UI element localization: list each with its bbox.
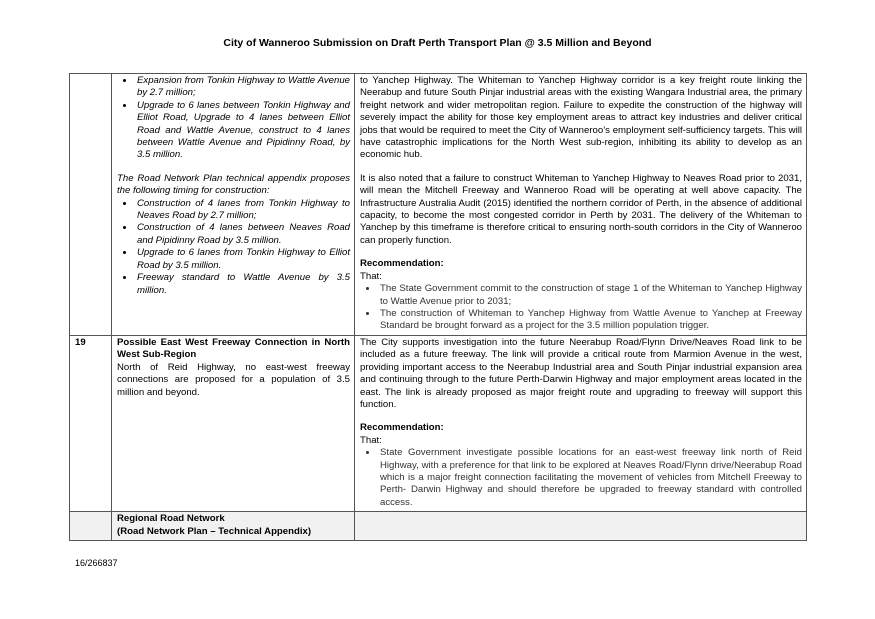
comment-cell (355, 74, 807, 336)
list-item: • The construction of Whiteman to Yanchep Highway from Wattle Avenue to Yanchep at Freeway Standard be brought forward as a project for the 3.5 million population trigger. (378, 308, 802, 333)
recommendation-heading: Recommendation: (360, 258, 444, 270)
recommendation-intro: That: (360, 434, 382, 446)
list-item: • State Government investigate possible locations for an east-west freeway link north of Reid Highway, with a preference for that link to be explored at Neaves Road/Flynn drive/Neerabup Road which is a major freight connection facilitating the movement of vehicles from Mitchell Freeway to Perth- Darwin Highway and should therefore be upgraded to freeway standard with controlled access. (378, 447, 802, 509)
table-row (70, 512, 807, 541)
paragraph: North of Reid Highway, no east-west freeway connections are proposed for a population of 3.5 million and beyond. (117, 361, 350, 398)
issue-cell (112, 336, 355, 512)
comment-cell (355, 512, 807, 541)
paragraph: The City supports investigation into the future Neerabup Road/Flynn Drive/Neaves Road link to be included as a future freeway. The link will provide a critical route from Marmion Avenue in the west, providing important access to the Neerabup Industrial area and South Pinjar industrial expansion area and continuing through to the future Perth-Darwin Highway and major employment areas located in the east. The link is already proposed as major freight route and upgrading to freeway will support this function. (360, 337, 802, 411)
list-item: • Upgrade to 6 lanes from Tonkin Highway to Elliot Road by 3.5 million. (135, 247, 350, 272)
item-number-cell (70, 74, 112, 336)
section-heading-cell (112, 512, 355, 541)
paragraph: It is also noted that a failure to construct Whiteman to Yanchep Highway to Neaves Road prior to 2031, will mean the Mitchell Freeway and Wanneroo Road will be operating at well above capacity. The Infrastructure Australia Audit (2015) identified the northern corridor of Perth, in the absence of additional capacity, to become the most congested corridor in Perth by 2031. The delivery of the Whiteman to Yanchep by this timeframe is therefore critical to ensuring north-south corridors in the City of Wanneroo can properly function. (360, 172, 802, 246)
table-row (70, 74, 807, 336)
bullet-list (117, 198, 350, 297)
comment-cell (355, 336, 807, 512)
paragraph: The Road Network Plan technical appendix proposes the following timing for construction: (117, 172, 350, 197)
section-heading: Regional Road Network (117, 513, 225, 525)
table-row (70, 336, 807, 512)
document-title: City of Wanneroo Submission on Draft Perth Transport Plan @ 3.5 Million and Beyond (223, 37, 652, 49)
paragraph: to Yanchep Highway. The Whiteman to Yanchep Highway corridor is a key freight route linking the Neerabup and future South Pinjar industrial areas with the existing Wangara Industrial area, the primary freight network and wider metropolitan region. Failure to expedite the construction of the highway will severely impact the ability for those key employment areas to attract key industries and deliver critical jobs that would be required to meet the City of Wanneroo’s employment self-sufficiency targets. This will have catastrophic implications for the North West sub-region, inhibiting its ability to develop as an economic hub. (360, 75, 802, 161)
list-item: • Expansion from Tonkin Highway to Wattle Avenue by 2.7 million; (135, 75, 350, 100)
issue-cell (112, 74, 355, 336)
list-item: • Upgrade to 6 lanes between Tonkin Highway and Elliot Road, Upgrade to 4 lanes between Elliot Road and Wattle Avenue, construct to 4 lanes between Wattle Avenue and Pipidinny Road, by 3.5 million. (135, 100, 350, 162)
bullet-list (360, 283, 802, 333)
document-reference: 16/266837 (75, 558, 118, 568)
section-subheading: (Road Network Plan – Technical Appendix) (117, 525, 312, 537)
list-item: • Construction of 4 lanes between Neaves Road and Pipidinny Road by 3.5 million. (135, 222, 350, 247)
bullet-list (117, 75, 350, 162)
recommendation-intro: That: (360, 270, 382, 282)
list-item: • The State Government commit to the construction of stage 1 of the Whiteman to Yanchep Highway to Wattle Avenue prior to 2031; (378, 283, 802, 308)
item-number-cell (70, 512, 112, 541)
recommendation-heading: Recommendation: (360, 422, 444, 434)
submission-table (69, 73, 807, 541)
bullet-list (360, 447, 802, 509)
issue-heading: Possible East West Freeway Connection in North West Sub-Region (117, 337, 350, 361)
list-item: • Construction of 4 lanes from Tonkin Highway to Neaves Road by 2.7 million; (135, 198, 350, 223)
item-number-cell: 19 (70, 336, 112, 512)
list-item: • Freeway standard to Wattle Avenue by 3.5 million. (135, 272, 350, 297)
